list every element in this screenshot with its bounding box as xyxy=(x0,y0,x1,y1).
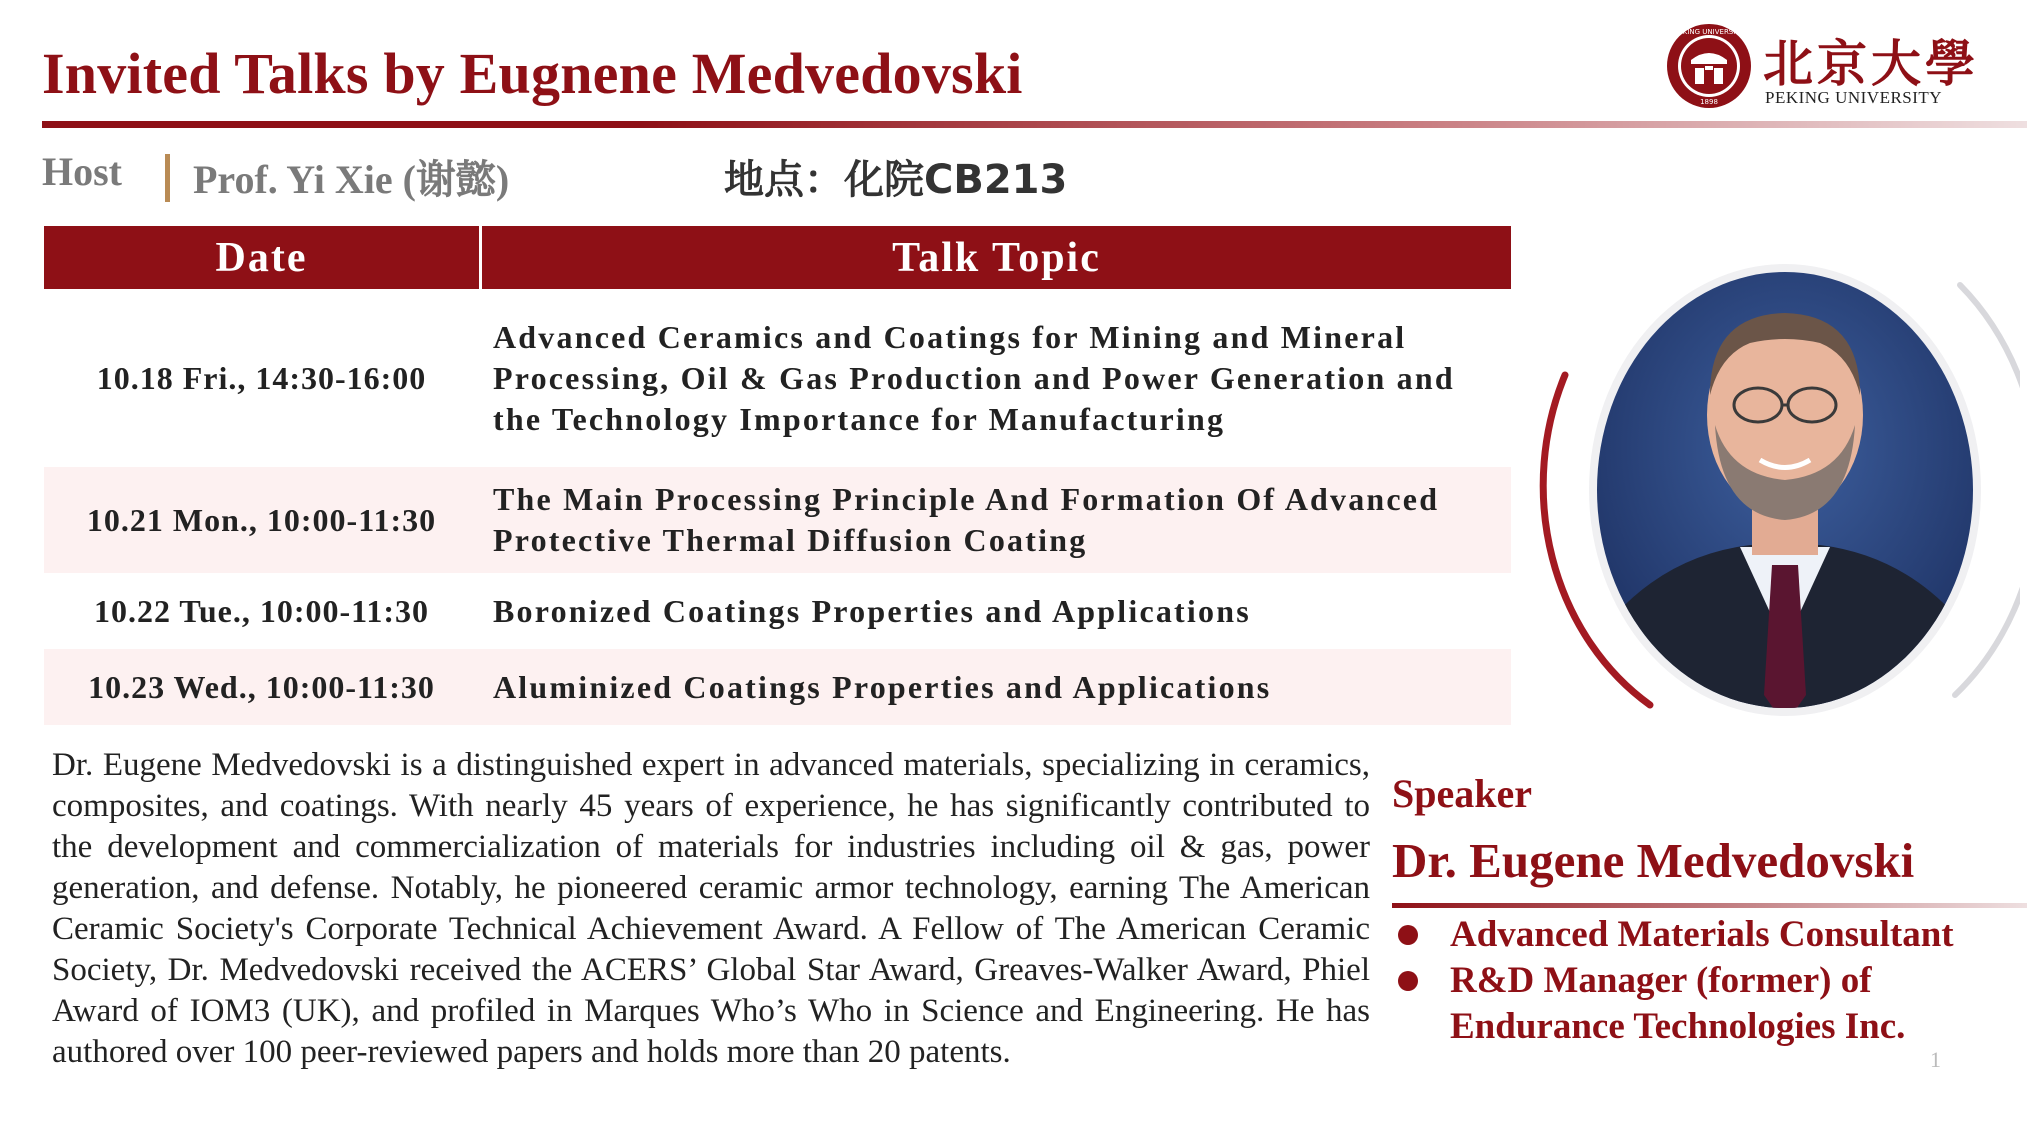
role-text: Advanced Materials Consultant xyxy=(1450,914,1954,955)
host-name: Prof. Yi Xie (谢懿) xyxy=(193,157,510,202)
talk-topic: Aluminized Coatings Properties and Applications xyxy=(493,668,1272,705)
speaker-label: Speaker xyxy=(1392,771,1532,816)
bullet-icon xyxy=(1398,925,1418,945)
talk-topic: The Main Processing Principle And Formation Of Advanced Protective Thermal Diffusion Coating xyxy=(493,481,1440,558)
talk-topic: Advanced Ceramics and Coatings for Mining and Mineral Processing, Oil & Gas Production and Power Generation and the Technology Importance for Manufacturing xyxy=(493,318,1455,437)
location: 地点：化院CB213 xyxy=(724,157,1068,203)
table-row xyxy=(44,467,1511,573)
talk-date: 10.23 Wed., 10:00-11:30 xyxy=(88,668,435,705)
speaker-bio: Dr. Eugene Medvedovski is a distinguished expert in advanced materials, specializing in ceramics, composites, and coatings. With nearly 45 years of experience, he has significantly contributed to the development and commercialization of materials for industries including oil & gas, power generation, and defense. Notably, he pioneered ceramic armor technology, earning The American Ceramic Society's Corporate Technical Achievement Award. A Fellow of The American Ceramic Society, Dr. Medvedovski received the ACERS’ Global Star Award, Greaves-Walker Award, Phiel Award of IOM3 (UK), and profiled in Marques Who’s Who in Science and Engineering. He has authored over 100 peer-reviewed papers and holds more than 20 patents. xyxy=(52,747,1370,1070)
page-number: 1 xyxy=(1930,1047,1941,1072)
table-row xyxy=(44,289,1511,467)
schedule-table xyxy=(44,226,1511,725)
header-date: Date xyxy=(44,226,482,289)
seal-year: 1898 xyxy=(1700,98,1718,106)
talk-date: 10.21 Mon., 10:00-11:30 xyxy=(86,501,437,538)
table-row xyxy=(44,649,1511,725)
seal-text: PEKING UNIVERSITY xyxy=(1674,28,1744,36)
bullet-icon xyxy=(1398,971,1418,991)
speaker-name: Dr. Eugene Medvedovski xyxy=(1392,833,1915,888)
talk-date: 10.22 Tue., 10:00-11:30 xyxy=(93,592,430,629)
table-row xyxy=(44,573,1511,649)
logo-chinese-name: 北京大學 xyxy=(1763,34,1979,93)
speaker-roles xyxy=(1392,912,2027,1050)
host-divider xyxy=(165,154,170,202)
role-item xyxy=(1392,912,2027,958)
slide-title: Invited Talks by Eugnene Medvedovski xyxy=(42,41,1023,106)
logo-english-name: PEKING UNIVERSITY xyxy=(1765,88,1943,107)
talk-date: 10.18 Fri., 14:30-16:00 xyxy=(96,359,427,396)
header-topic: Talk Topic xyxy=(892,234,1101,281)
table-header xyxy=(44,226,1511,289)
talk-topic: Boronized Coatings Properties and Applications xyxy=(493,592,1251,629)
role-text: R&D Manager (former) of Endurance Technologies Inc. xyxy=(1450,960,1906,1047)
university-logo xyxy=(1665,22,2025,112)
university-seal-icon xyxy=(1665,22,1753,110)
host-label: Host xyxy=(42,149,122,194)
speaker-portrait xyxy=(1520,225,2020,755)
role-item xyxy=(1392,958,2027,1050)
title-divider xyxy=(42,121,2027,128)
speaker-divider xyxy=(1392,903,2027,908)
